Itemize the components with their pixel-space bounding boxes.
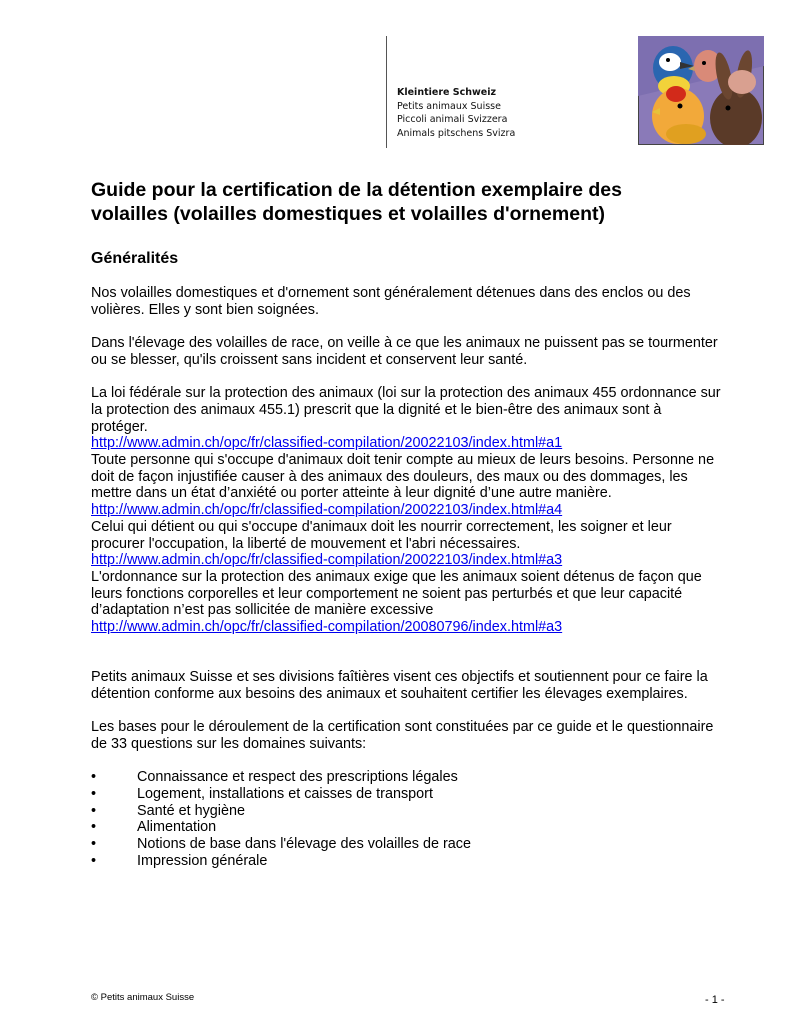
law-link-a3[interactable]: http://www.admin.ch/opc/fr/classified-compilation/20022103/index.html#a3 (91, 552, 563, 569)
list-item: • Santé et hygiène (91, 802, 246, 819)
bullet-icon: • (91, 802, 97, 819)
certification-bases-paragraph: Les bases pour le déroulement de la certification sont constituées par ce guide et le questionnaire de 33 questions sur les domaines suivants: (91, 719, 714, 752)
section-heading: Généralités (91, 250, 179, 267)
document-title (91, 178, 711, 226)
list-item: • Logement, installations et caisses de transport (91, 786, 433, 802)
bullet-icon: • (91, 786, 97, 802)
list-item: • Connaissance et respect des prescriptions légales (91, 769, 458, 786)
domain-list (91, 769, 721, 869)
objectives-paragraph: Petits animaux Suisse et ses divisions faîtières visent ces objectifs et soutiennent pour ce faire la détention conforme aux besoins des animaux et souhaitent certifier les élevages exemplaires. (91, 669, 708, 702)
org-name-rm: Animals pitschens Svizra (397, 127, 516, 139)
document-title-line-2: volailles (volailles domestiques et volailles d'ornement) (91, 203, 605, 225)
bullet-icon: • (91, 819, 97, 836)
animals-logo-graphic (638, 36, 764, 145)
document-title-line-1: Guide pour la certification de la détention exemplaire des (91, 179, 622, 201)
feeding-paragraph: Celui qui détient ou qui s'occupe d'animaux doit les nourrir correctement, les soigner et leur procurer l'occupation, la liberté de mouvement et l'abri nécessaires. (91, 518, 672, 552)
page-number: - 1 - (705, 994, 725, 1006)
header-divider (386, 36, 387, 148)
ordinance-paragraph: L'ordonnance sur la protection des animaux exige que les animaux soient détenus de façon que leurs fonctions corporelles et leur comportement ne soient pas perturbés et que leur capacité d’adaptation n’est pas sollicitée de manière excessive (91, 568, 702, 619)
law-intro-paragraph: La loi fédérale sur la protection des animaux (loi sur la protection des animaux 455 ordonnance sur la protection des animaux 455.1) prescrit que la dignité et le bien-être des animaux sont à protéger. (91, 385, 721, 435)
org-name-it: Piccoli animali Svizzera (397, 114, 508, 125)
bullet-icon: • (91, 852, 97, 869)
bullet-icon: • (91, 836, 97, 853)
law-link-a1[interactable]: http://www.admin.ch/opc/fr/classified-compilation/20022103/index.html#a1 (91, 435, 563, 452)
animals-logo (638, 36, 764, 145)
bullet-icon: • (91, 769, 97, 786)
intro-paragraph-1: Nos volailles domestiques et d'ornement sont généralement détenues dans des enclos ou des volières. Elles y sont bien soignées. (91, 285, 691, 318)
law-link-a4[interactable]: http://www.admin.ch/opc/fr/classified-compilation/20022103/index.html#a4 (91, 502, 563, 519)
list-item: • Impression générale (91, 852, 268, 869)
list-item: • Alimentation (91, 819, 217, 836)
document-body (91, 285, 721, 870)
needs-paragraph: Toute personne qui s'occupe d'animaux doit tenir compte au mieux de leurs besoins. Personne ne doit de façon injustifiée causer à des animaux des douleurs, des maux ou des dommages, les mettre dans un état d’anxiété ou porter atteinte à leur dignité d’une autre manière. (91, 452, 715, 502)
footer-copyright: © Petits animaux Suisse (91, 992, 195, 1003)
ordinance-link-a3[interactable]: http://www.admin.ch/opc/fr/classified-compilation/20080796/index.html#a3 (91, 619, 563, 636)
intro-paragraph-2: Dans l'élevage des volailles de race, on veille à ce que les animaux ne puissent pas se tourmenter ou se blesser, qu'ils croissent sans incident et conservent leur santé. (91, 335, 718, 368)
list-item: • Notions de base dans l'élevage des volailles de race (91, 836, 471, 853)
org-name: Kleintiere Schweiz (397, 87, 496, 98)
organization-names (397, 86, 515, 140)
org-name-fr: Petits animaux Suisse (397, 100, 501, 112)
